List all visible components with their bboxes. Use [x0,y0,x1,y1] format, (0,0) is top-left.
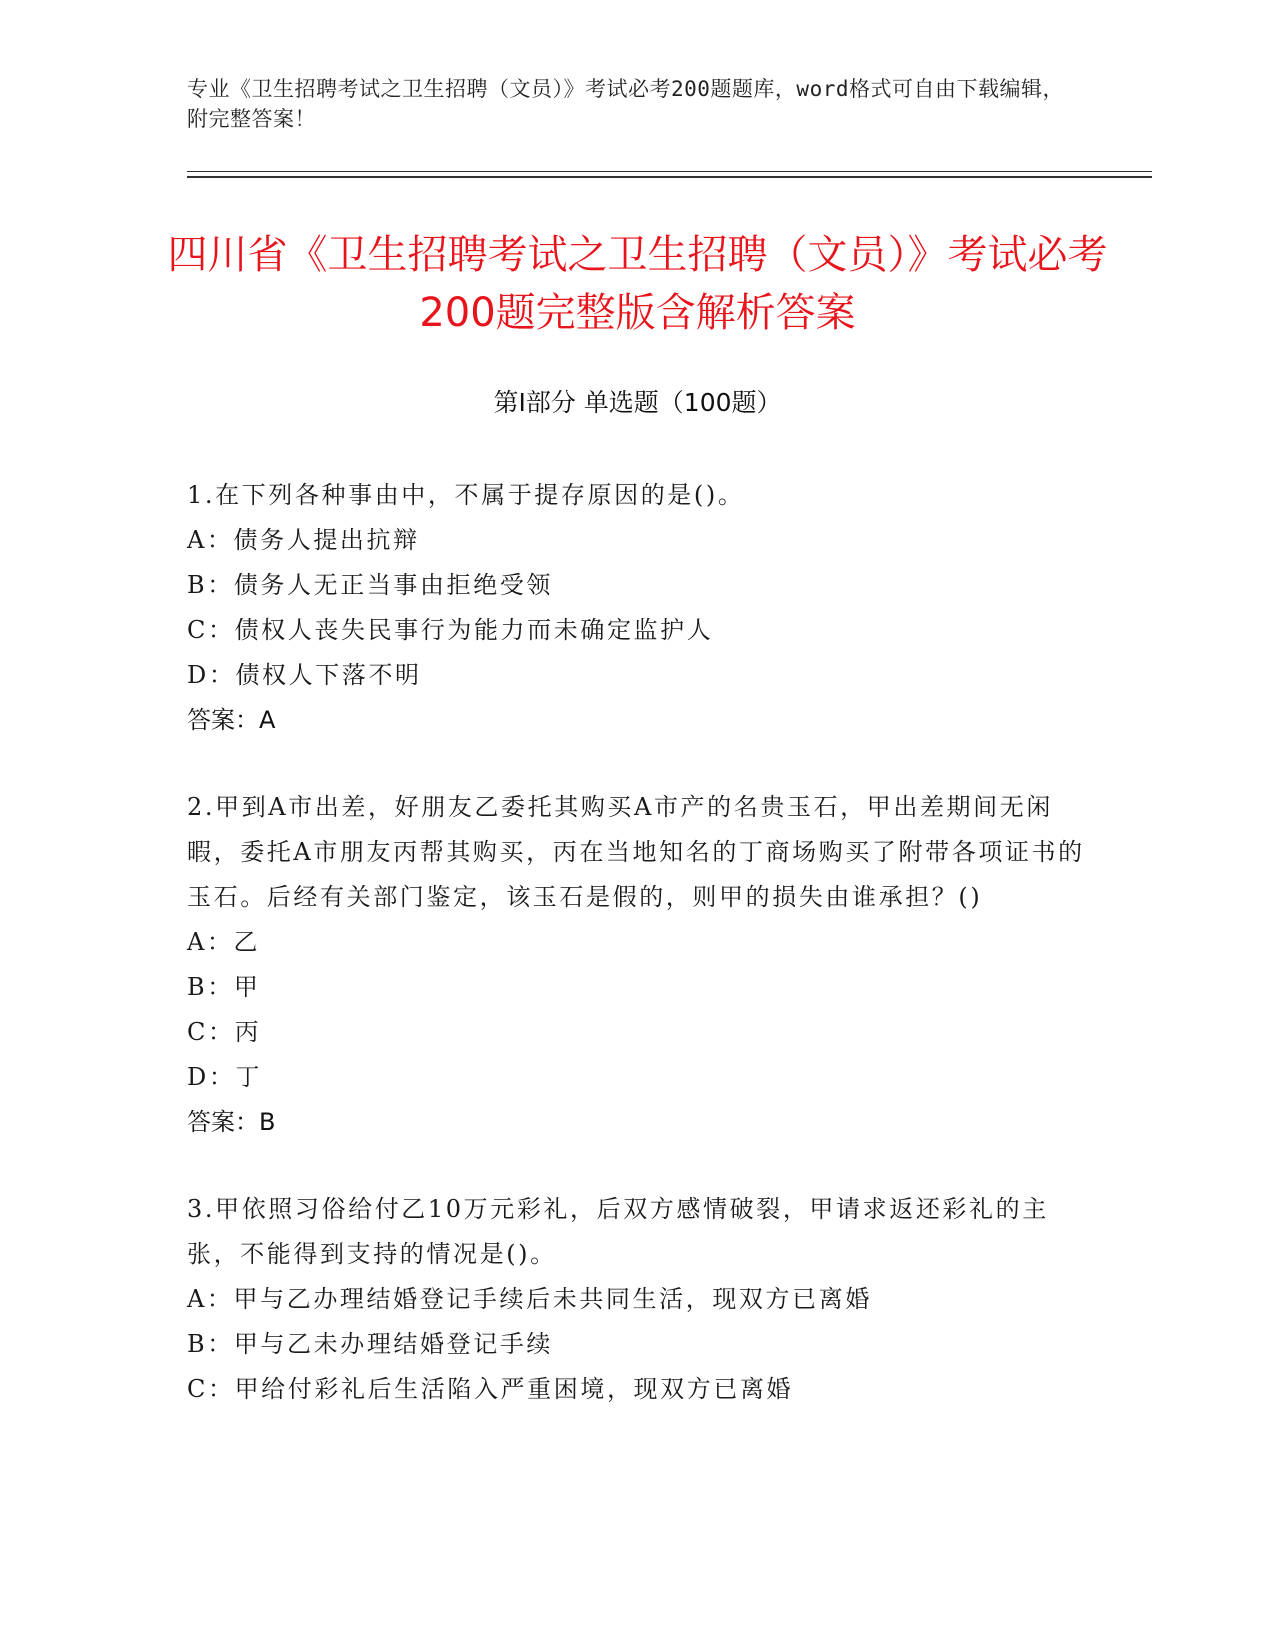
option-a: A：甲与乙办理结婚登记手续后未共同生活，现双方已离婚 [187,1285,872,1313]
question-stem: 1.在下列各种事由中，不属于提存原因的是()。 [187,481,745,509]
question-3 [187,1187,1087,1412]
option-a: A：乙 [187,928,261,956]
section-heading: 第Ⅰ部分 单选题（100题） [493,388,782,417]
option-c: C：甲给付彩礼后生活陷入严重困境，现双方已离婚 [187,1375,794,1403]
option-c: C：丙 [187,1018,262,1046]
header-divider-thick [187,176,1152,178]
question-1 [187,473,1087,743]
option-a: A：债务人提出抗辩 [187,526,420,554]
question-2 [187,785,1087,1145]
option-d: D：丁 [187,1063,263,1091]
answer: 答案：A [187,706,276,734]
option-c: C：债权人丧失民事行为能力而未确定监护人 [187,616,714,644]
document-title: 四川省《卫生招聘考试之卫生招聘（文员）》考试必考200题完整版含解析答案 [167,232,1108,336]
option-d: D：债权人下落不明 [187,661,422,689]
option-b: B：甲 [187,973,261,1001]
question-list [187,473,1087,1454]
option-b: B：甲与乙未办理结婚登记手续 [187,1330,554,1358]
option-b: B：债务人无正当事由拒绝受领 [187,571,554,599]
answer: 答案：B [187,1108,276,1136]
header-note: 专业《卫生招聘考试之卫生招聘（文员）》考试必考200题题库，word格式可自由下载编辑，附完整答案！ [187,77,1064,131]
question-stem: 2.甲到A市出差，好朋友乙委托其购买A市产的名贵玉石，甲出差期间无闲暇，委托A市朋友丙帮其购买，丙在当地知名的丁商场购买了附带各项证书的玉石。后经有关部门鉴定，该玉石是假的，则甲的损失由谁承担？() [187,793,1085,911]
header-divider-thin [187,171,1152,172]
question-stem: 3.甲依照习俗给付乙10万元彩礼，后双方感情破裂，甲请求返还彩礼的主张，不能得到支持的情况是()。 [187,1195,1049,1268]
